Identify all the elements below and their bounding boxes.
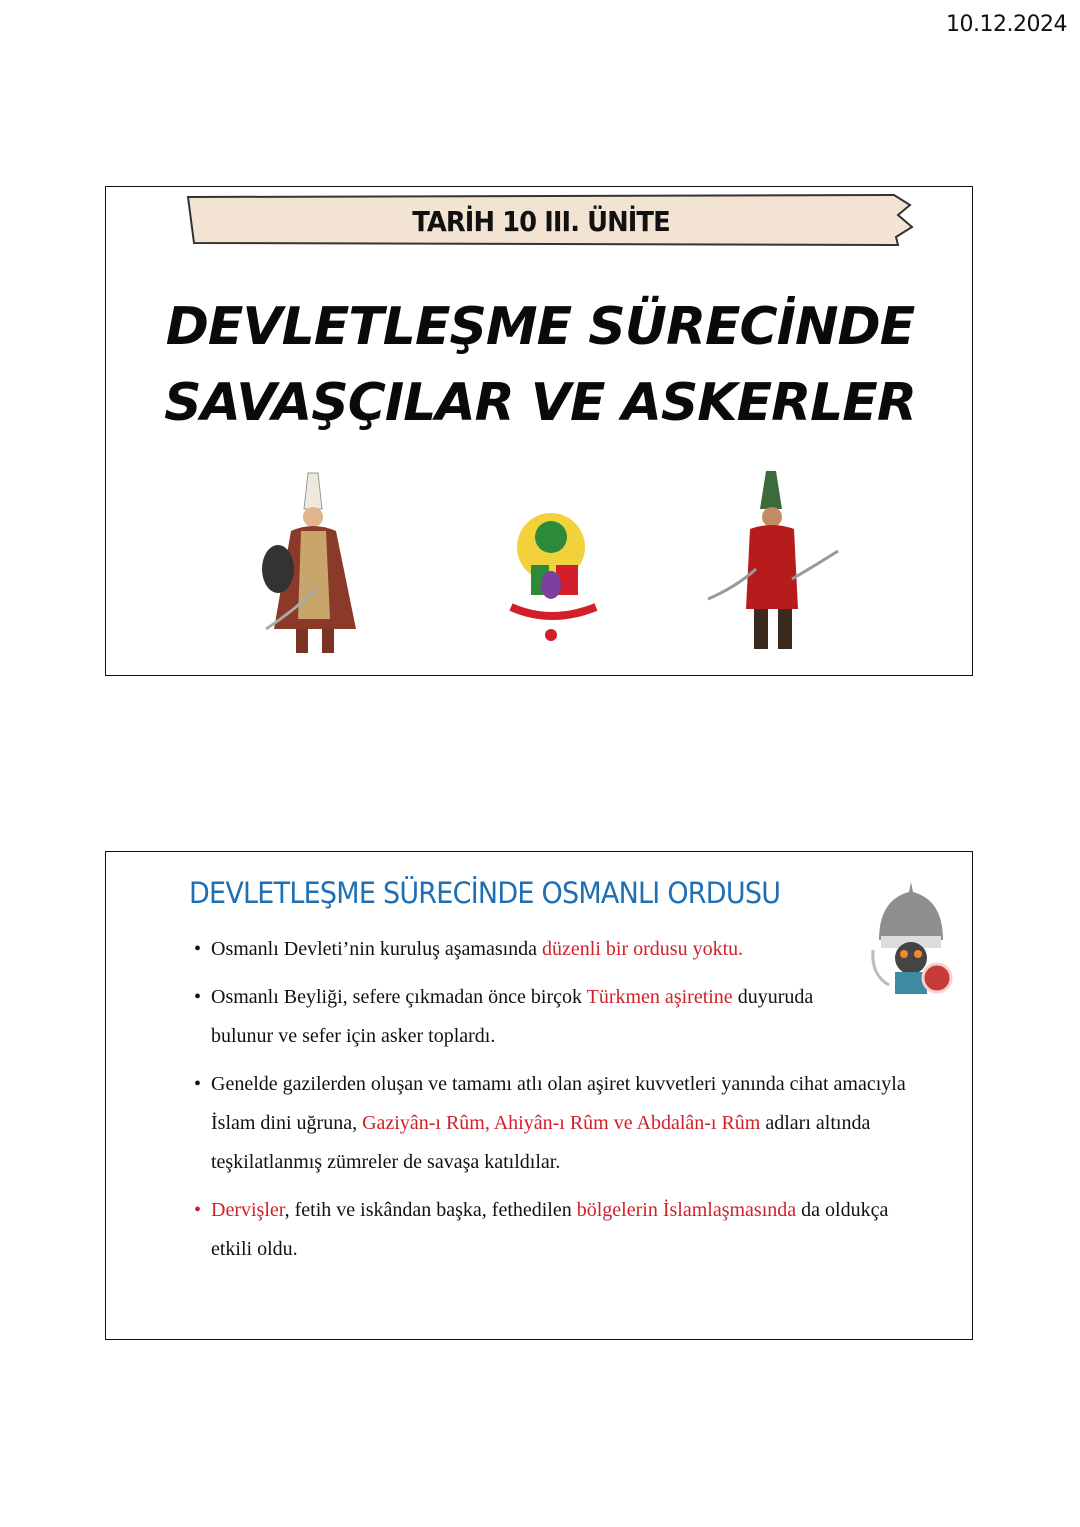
text-segment: duyuruda bulunur ve sefer için asker toplardı. [211,986,814,1047]
slide-title [106,289,974,441]
soldier-illustration-icon [706,469,841,659]
text-segment: , fetih ve iskândan başka, fethedilen [284,1199,577,1221]
highlight-segment: Gaziyân-ı Rûm, Ahiyân-ı Rûm ve Abdalân-ı Rûm [362,1112,761,1134]
bullet-item [194,1191,891,1269]
bullet-item [194,1065,911,1182]
bullet-list [194,930,906,1278]
content-slide [105,851,973,1340]
highlight-segment: bölgelerin İslamlaşmasında [576,1199,797,1221]
highlight-segment: Dervişler [211,1199,285,1221]
text-segment: adları altında teşkilatlanmış zümreler de savaşa katıldılar. [211,1112,871,1173]
highlight-segment: düzenli bir ordusu yoktu. [542,938,744,960]
title-slide [105,186,973,676]
highlight-segment: Türkmen aşiretine [586,986,733,1008]
ottoman-coat-of-arms-icon [496,507,614,647]
text-segment: Osmanlı Devleti’nin kuruluş aşamasında [211,938,543,960]
ribbon-label: TARİH 10 III. ÜNİTE [412,205,670,238]
janissary-illustration-icon [256,469,376,659]
text-segment: Osmanlı Beyliği, sefere çıkmadan önce birçok [211,986,587,1008]
slide-heading: DEVLETLEŞME SÜRECİNDE OSMANLI ORDUSU [189,876,781,910]
bullet-item [194,930,894,969]
title-line-1: DEVLETLEŞME SÜRECİNDE [165,297,915,357]
title-line-2: SAVAŞÇILAR VE ASKERLER [164,373,916,433]
bullet-item [194,978,871,1056]
date-label: 10.12.2024 [946,12,1067,37]
text-segment: da oldukça etkili oldu. [211,1199,889,1260]
text-segment: Genelde gazilerden oluşan ve tamamı atlı olan aşiret kuvvetleri yanında cihat amacıyla İslam dini uğruna, [211,1073,906,1134]
